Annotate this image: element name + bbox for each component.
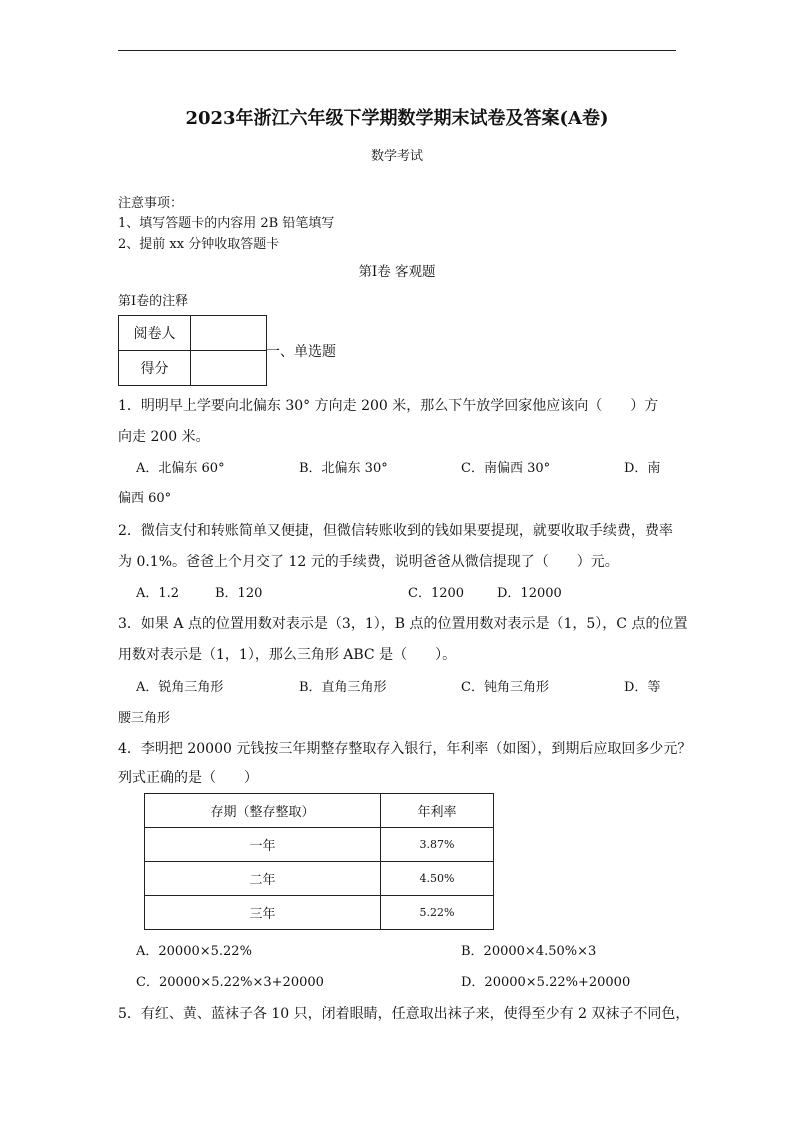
q1-option-d: D．南 [624,461,661,476]
grader-row [119,316,267,351]
table-header-row [145,794,494,828]
page-subtitle: 数学考试 [370,149,423,164]
notice-heading: 注意事项： [118,196,184,211]
grader-score-cell [191,351,267,386]
q3-line2: 用数对表示是（1，1），那么三角形 ABC 是（ ）。 [118,647,457,663]
q3-line1: 3．如果 A 点的位置用数对表示是（3，1），B 点的位置用数对表示是（1，5），C 点的位置 [118,616,688,632]
grader-table [118,315,267,386]
q4-line1: 4．李明把 20000 元钱按三年期整存整取存入银行，年利率（如图），到期后应取回多少元？ [118,741,692,757]
table-cell-rate: 4.50% [381,862,494,896]
q5-line1: 5．有红、黄、蓝袜子各 10 只，闭着眼睛，任意取出袜子来，使得至少有 2 双袜子不同色， [118,1006,690,1022]
table-cell-rate: 3.87% [381,828,494,862]
grader-label-reviewer: 阅卷人 [119,316,191,351]
q4-option-a: A．20000×5.22% [136,944,252,959]
q1-line2: 向走 200 米。 [118,429,210,445]
q1-option-d-wrap: 偏西 60° [118,491,172,506]
grader-reviewer-cell [191,316,267,351]
table-row [145,828,494,862]
notice-item-2: 2、提前 xx 分钟收取答题卡 [118,237,280,252]
page-title: 2023年浙江六年级下学期数学期末试卷及答案(A卷) [185,108,609,129]
q2-option-d: D．12000 [497,586,562,601]
q4-option-d: D．20000×5.22%+20000 [461,975,631,990]
table-header-term: 存期（整存整取） [145,794,381,828]
q1-line1: 1．明明早上学要向北偏东 30° 方向走 200 米，那么下午放学回家他应该向（ ）方 [118,398,659,414]
q2-line1: 2．微信支付和转账简单又便捷，但微信转账收到的钱如果要提现，就要收取手续费，费率 [118,523,673,539]
table-row [145,896,494,930]
q2-line2: 为 0.1%。爸爸上个月交了 12 元的手续费，说明爸爸从微信提现了（ ）元。 [118,554,619,570]
section-title: 第Ⅰ卷 客观题 [358,264,436,280]
q4-option-b: B．20000×4.50%×3 [461,944,597,959]
table-row [145,862,494,896]
interest-rate-table [144,793,494,930]
grader-row [119,351,267,386]
q1-option-b: B．北偏东 30° [299,461,388,476]
q3-option-b: B．直角三角形 [299,680,387,695]
table-header-rate: 年利率 [381,794,494,828]
q4-option-c: C．20000×5.22%×3+20000 [136,975,324,990]
q2-option-b: B．120 [215,586,263,601]
q2-option-c: C．1200 [408,586,465,601]
q3-option-d-wrap: 腰三角形 [118,711,171,726]
q3-option-a: A．锐角三角形 [136,680,224,695]
table-cell-rate: 5.22% [381,896,494,930]
q3-option-c: C．钝角三角形 [461,680,549,695]
table-cell-term: 三年 [145,896,381,930]
q2-option-a: A．1.2 [136,586,180,601]
q1-option-a: A．北偏东 60° [136,461,225,476]
table-cell-term: 二年 [145,862,381,896]
q3-option-d: D．等 [624,680,661,695]
q1-option-c: C．南偏西 30° [461,461,551,476]
notice-item-1: 1、填写答题卡的内容用 2B 铅笔填写 [118,216,335,231]
table-cell-term: 一年 [145,828,381,862]
header-rule [118,50,676,51]
question-type-heading: 一、单选题 [266,344,336,360]
section-note: 第Ⅰ卷的注释 [118,294,189,309]
q4-line2: 列式正确的是（ ） [118,770,258,786]
grader-label-score: 得分 [119,351,191,386]
